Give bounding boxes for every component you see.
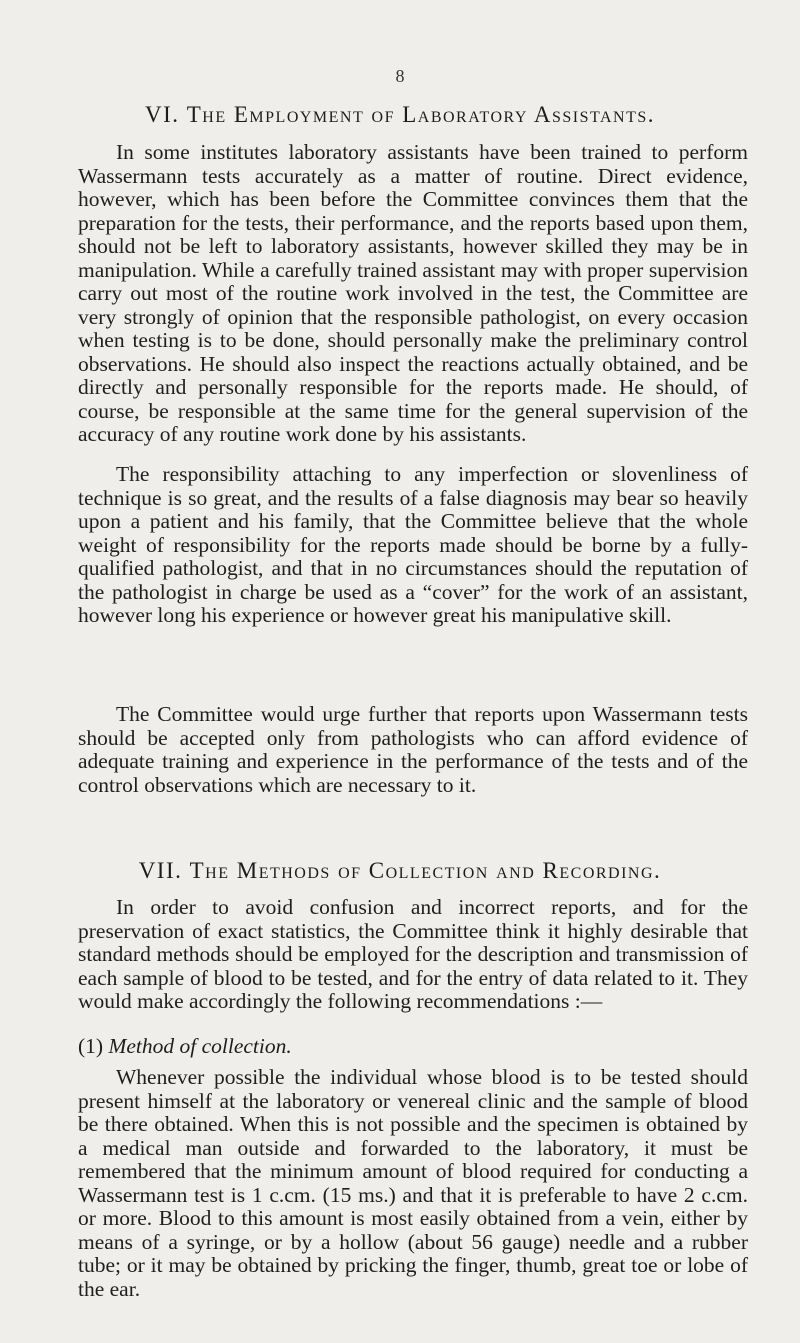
section-vi-heading <box>0 102 800 128</box>
section-vii-heading <box>0 858 800 884</box>
section-vii-title: The Methods of Collection and Recording. <box>189 858 662 883</box>
section-vi-paragraph-3: The Committee would urge further that reports upon Wassermann tests should be accepted only from pathologists who can afford evidence of adequate training and experience in the performance of the tests and of the control observations which are necessary to it. <box>78 702 748 797</box>
subsection-number: (1) <box>78 1034 104 1058</box>
section-vii-intro: In order to avoid confusion and incorrect reports, and for the preservation of exact statistics, the Committee think it highly desirable that standard methods should be employed for the description and transmission of each sample of blood to be tested, and for the entry of data related to it. They would make accordingly the following recommendations :— <box>78 895 748 1013</box>
page-number: 8 <box>395 66 405 86</box>
section-vii-numeral: VII. <box>138 858 183 883</box>
subsection-title: Method of collection. <box>108 1034 292 1058</box>
section-vi-numeral: VI. <box>144 102 180 127</box>
section-vi-paragraph-1: In some institutes laboratory assistants have been trained to perform Wassermann tests accurately as a matter of routine. Direct evidence, however, which has been before the Committee convinces them that the preparation for the tests, their performance, and the reports based upon them, should not be left to laboratory assistants, however skilled they may be in manipulation. While a carefully trained assistant may with proper supervision carry out most of the routine work involved in the test, the Committee are very strongly of opinion that the responsible pathologist, on every occasion when testing is to be done, should personally make the preliminary control observations. He should also inspect the reactions actually obtained, and be directly and personally responsible for the reports made. He should, of course, be responsible at the same time for the general supervision of the accuracy of any routine work done by his assistants. <box>78 140 748 446</box>
subsection-heading <box>78 1034 292 1058</box>
section-vi-title: The Employment of Laboratory Assistants. <box>186 102 656 127</box>
subsection-paragraph: Whenever possible the individual whose blood is to be tested should present himself at the laboratory or venereal clinic and the sample of blood be there obtained. When this is not possible and the specimen is obtained by a medical man outside and forwarded to the laboratory, it must be remembered that the minimum amount of blood required for conducting a Wassermann test is 1 c.cm. (15 ms.) and that it is preferable to have 2 c.cm. or more. Blood to this amount is most easily obtained from a vein, either by means of a syringe, or by a hollow (about 56 gauge) needle and a rubber tube; or it may be obtained by pricking the finger, thumb, great toe or lobe of the ear. <box>78 1065 748 1301</box>
section-vi-paragraph-2: The responsibility attaching to any imperfection or slovenliness of technique is so great, and the results of a false diagnosis may bear so heavily upon a patient and his family, that the Committee believe that the whole weight of responsibility for the reports made should be borne by a fully-qualified pathologist, and that in no circumstances should the reputation of the pathologist in charge be used as a “cover” for the work of an assistant, however long his experience or however great his manipulative skill. <box>78 462 748 627</box>
